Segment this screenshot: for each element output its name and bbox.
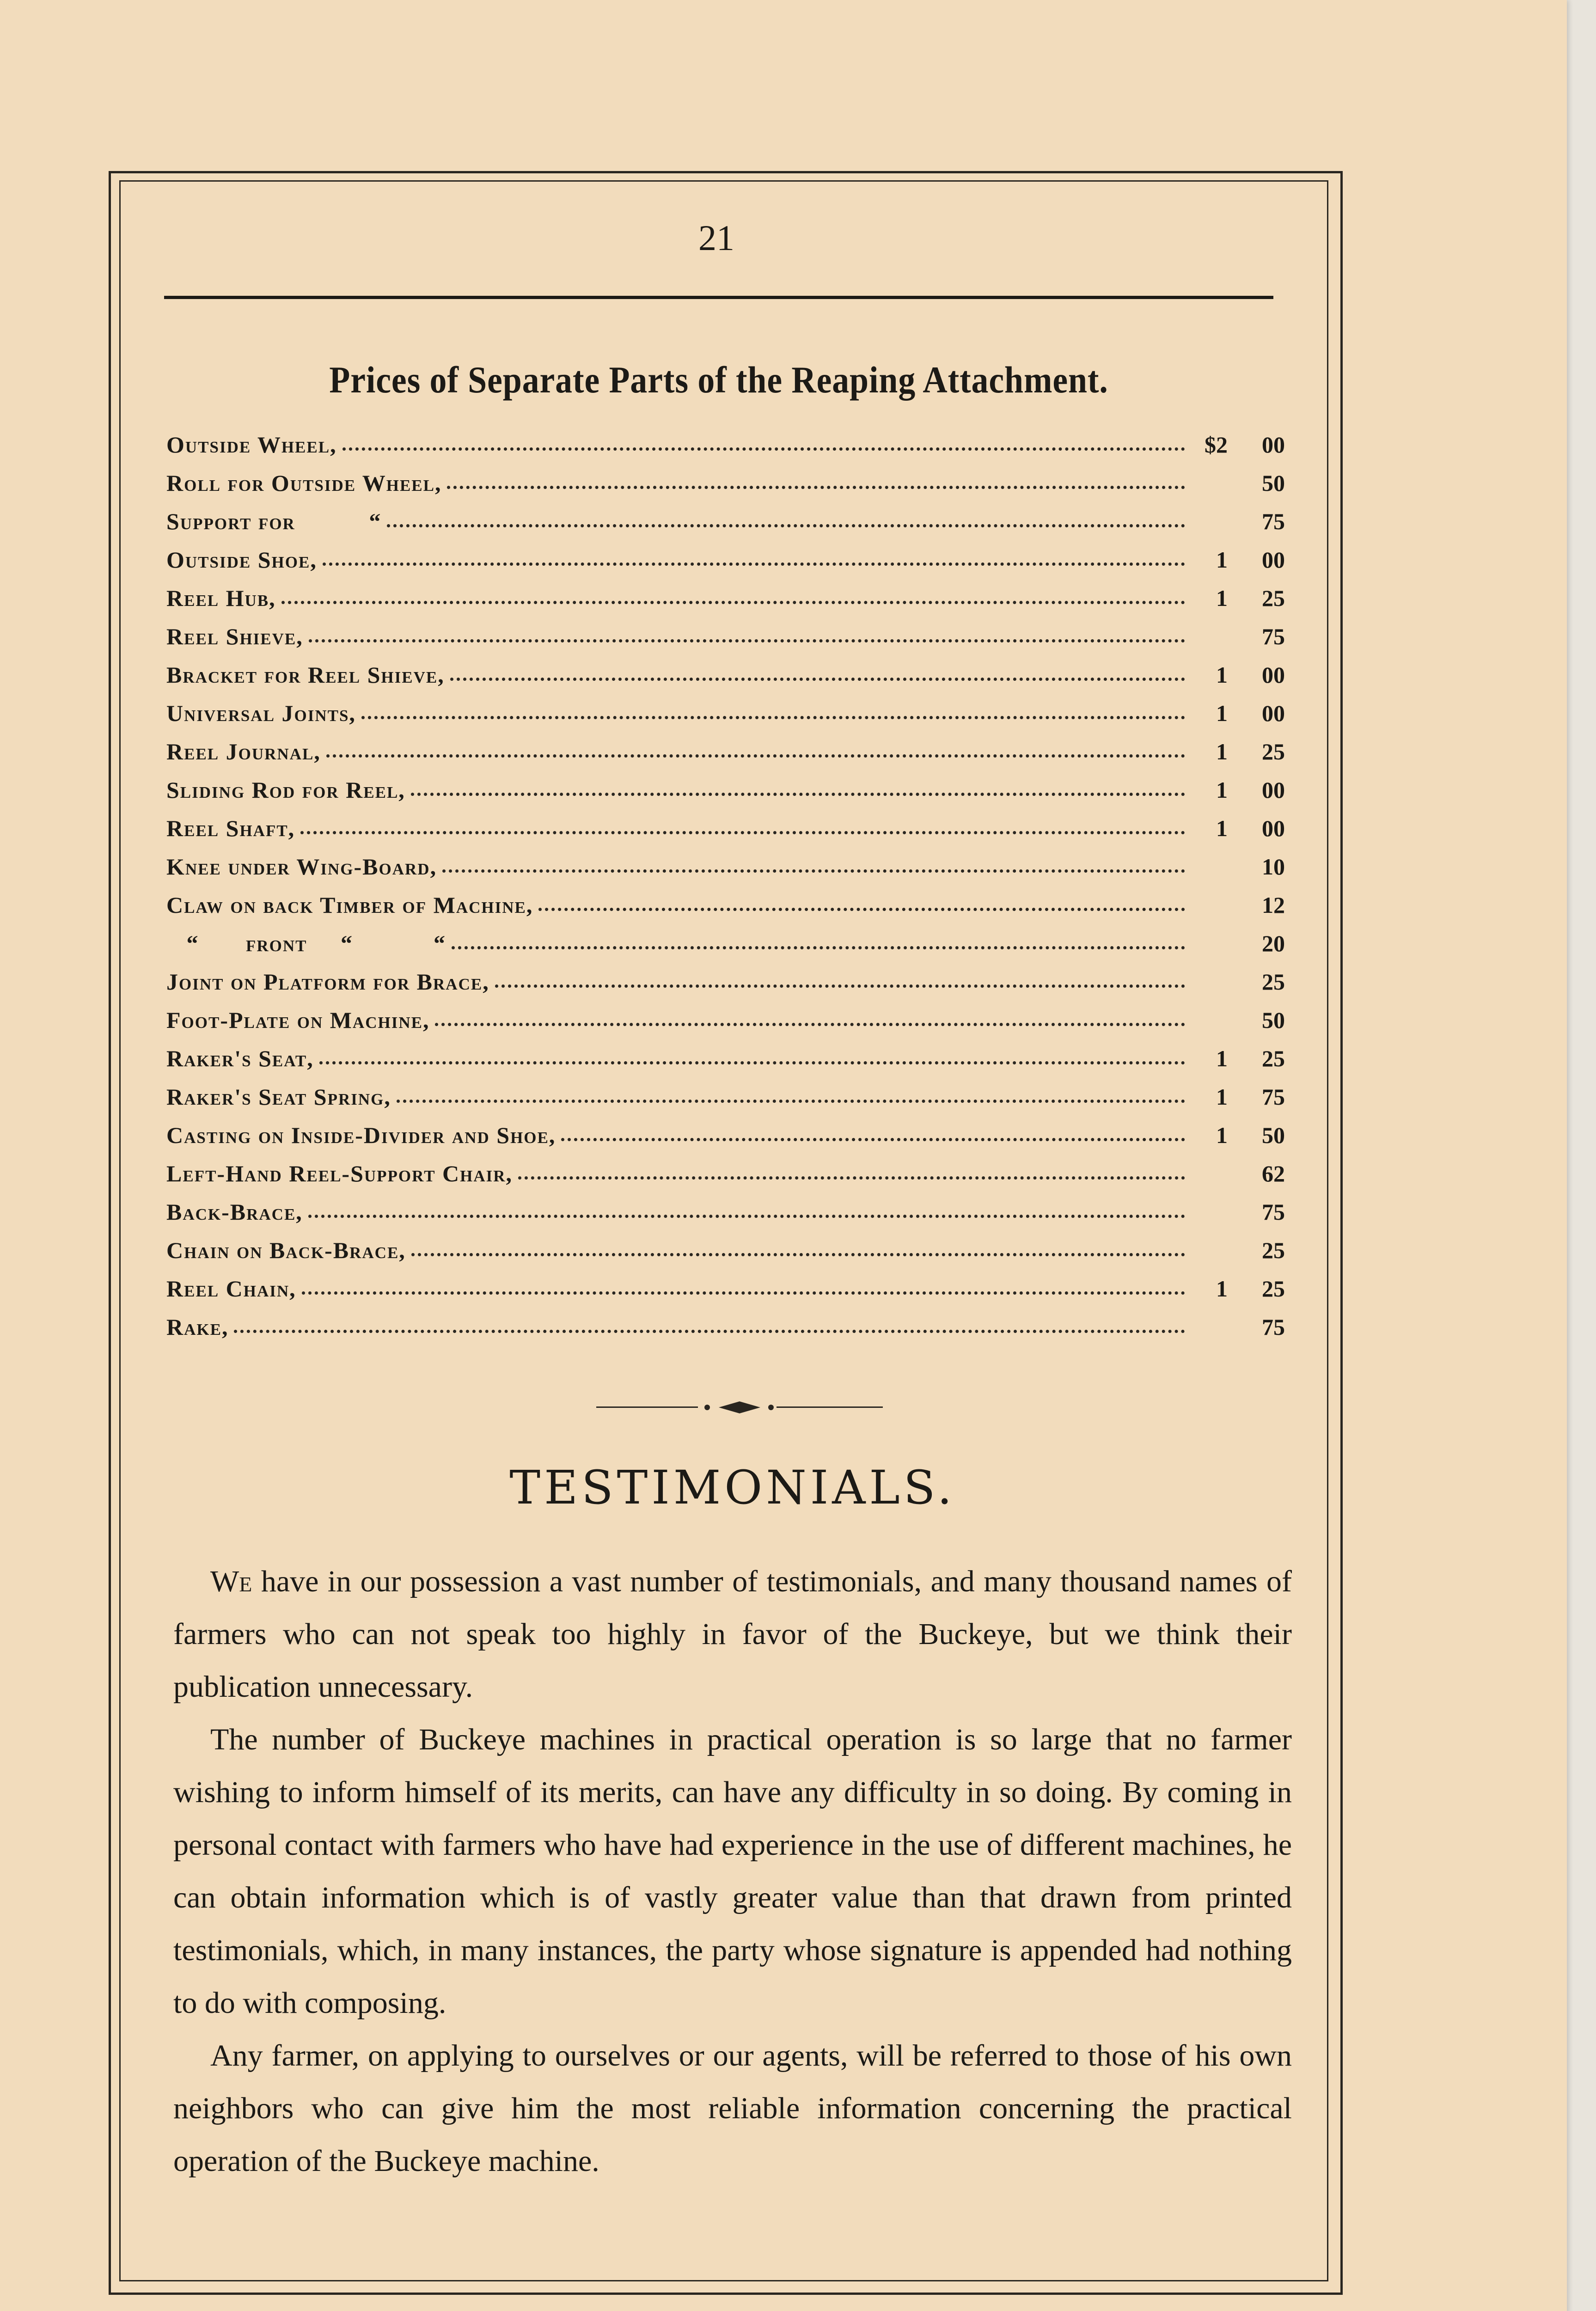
price-cents: 12 [1262,892,1285,918]
testimonials-body [173,1555,1292,2188]
dot-leader [447,486,1185,489]
price-row [166,732,1285,770]
part-name: Bracket for Reel Shieve, [166,661,445,688]
paragraph-1 [173,1555,1292,1713]
dot-leader [411,793,1185,796]
part-name: Chain on Back-Brace, [166,1237,406,1263]
price-row [166,886,1285,924]
price-dollars: 1 [1216,1083,1228,1110]
dot-leader [361,716,1185,719]
price-dollars: 1 [1216,738,1228,764]
dot-leader [234,1330,1185,1333]
dot-leader [495,984,1185,988]
dot-leader [411,1253,1185,1256]
price-cents: 25 [1262,738,1285,764]
price-row [166,464,1285,502]
price-list [166,425,1285,1346]
part-name: Rake, [166,1314,229,1340]
price-dollars: $2 [1205,431,1228,458]
price-cents: 25 [1262,1275,1285,1302]
price-row [166,617,1285,655]
part-name: Reel Shaft, [166,815,295,841]
price-cents: 50 [1262,470,1285,496]
dot-leader [323,562,1185,566]
price-row [166,655,1285,694]
part-name: Reel Hub, [166,585,276,611]
header-rule [164,296,1273,299]
price-cents: 00 [1262,815,1285,841]
dot-leader [308,1215,1185,1218]
price-row [166,502,1285,540]
price-cents: 10 [1262,853,1285,880]
dot-leader [518,1176,1185,1180]
part-name: Outside Shoe, [166,546,317,573]
price-row [166,540,1285,579]
part-name: Raker's Seat Spring, [166,1083,391,1110]
price-cents: 75 [1262,1198,1285,1225]
dot-leader [326,754,1185,758]
part-name: Casting on Inside-Divider and Shoe, [166,1122,556,1148]
price-dollars: 1 [1216,1045,1228,1071]
price-row [166,1077,1285,1116]
part-name: “ front “ “ [166,930,446,956]
dot-leader [442,869,1185,873]
part-name: Joint on Platform for Brace, [166,968,489,995]
dot-leader [342,447,1185,451]
part-name: Universal Joints, [166,700,356,726]
price-cents: 25 [1262,1045,1285,1071]
price-cents: 75 [1262,1083,1285,1110]
price-row [166,1231,1285,1269]
price-cents: 00 [1262,546,1285,573]
price-row [166,1001,1285,1039]
price-cents: 75 [1262,623,1285,649]
price-dollars: 1 [1216,661,1228,688]
price-cents: 00 [1262,776,1285,803]
price-dollars: 1 [1216,700,1228,726]
price-row [166,1269,1285,1308]
part-name: Support for “ [166,508,382,534]
price-cents: 50 [1262,1007,1285,1033]
price-cents: 25 [1262,585,1285,611]
part-name: Reel Chain, [166,1275,296,1302]
dot-leader [452,946,1185,949]
dot-leader [561,1138,1185,1141]
paragraph-2: The number of Buckeye machines in practical operation is so large that no farmer wishing to inform himself of its merits, can have any difficulty in so doing. By coming in personal contact with farmers who have had experience in the use of different machines, he can obtain information which is of vastly greater value than that drawn from printed testimonials, which, in many instances, the party whose signature is appended had nothing to do with composing. [173,1723,1292,2020]
dot-leader [309,639,1185,642]
price-dollars: 1 [1216,585,1228,611]
price-cents: 25 [1262,1237,1285,1263]
price-cents: 75 [1262,508,1285,534]
price-cents: 75 [1262,1314,1285,1340]
dot-leader [538,908,1185,911]
price-row [166,1039,1285,1077]
part-name: Raker's Seat, [166,1045,314,1071]
price-row [166,1116,1285,1154]
price-dollars: 1 [1216,1122,1228,1148]
price-row [166,770,1285,809]
part-name: Foot-Plate on Machine, [166,1007,430,1033]
price-row [166,924,1285,962]
price-cents: 00 [1262,700,1285,726]
testimonials-heading: TESTIMONIALS. [509,1461,956,1515]
price-row [166,809,1285,847]
price-row [166,1154,1285,1192]
part-name: Reel Shieve, [166,623,303,649]
part-name: Sliding Rod for Reel, [166,776,405,803]
dot-leader [302,1291,1185,1295]
price-row [166,579,1285,617]
part-name: Outside Wheel, [166,431,337,458]
part-name: Left-Hand Reel-Support Chair, [166,1160,513,1186]
price-cents: 25 [1262,968,1285,995]
price-dollars: 1 [1216,1275,1228,1302]
part-name: Reel Journal, [166,738,321,764]
dot-leader [300,831,1185,834]
paragraph-1-text: have in our possession a vast number of testimonials, and many thousand names of farmers who can not speak too highly in favor of the Buckeye, but we think their publication unnecessary. [173,1565,1292,1704]
dot-leader [397,1100,1185,1103]
price-row [166,1192,1285,1231]
price-dollars: 1 [1216,815,1228,841]
price-cents: 00 [1262,661,1285,688]
dot-leader [281,601,1185,604]
dot-leader [387,524,1185,527]
page-number: 21 [698,218,734,258]
price-cents: 20 [1262,930,1285,956]
price-cents: 50 [1262,1122,1285,1148]
price-list-title: Prices of Separate Parts of the Reaping Attachment. [329,359,1108,401]
dot-leader [450,678,1185,681]
price-row [166,847,1285,886]
price-cents: 62 [1262,1160,1285,1186]
price-dollars: 1 [1216,776,1228,803]
price-row [166,962,1285,1001]
ornament-icon [596,1396,883,1419]
drop-word: We [210,1565,252,1598]
ornament-divider [596,1396,883,1419]
price-row [166,425,1285,464]
price-cents: 00 [1262,431,1285,458]
part-name: Back-Brace, [166,1198,303,1225]
dot-leader [435,1023,1185,1026]
part-name: Knee under Wing-Board, [166,853,437,880]
part-name: Roll for Outside Wheel, [166,470,442,496]
paragraph-3: Any farmer, on applying to ourselves or our agents, will be referred to those of his own neighbors who can give him the most reliable information concerning the practical operation of the Buckeye machine. [173,2039,1292,2178]
price-row [166,1308,1285,1346]
price-row [166,694,1285,732]
dot-leader [319,1061,1185,1064]
price-dollars: 1 [1216,546,1228,573]
part-name: Claw on back Timber of Machine, [166,892,533,918]
